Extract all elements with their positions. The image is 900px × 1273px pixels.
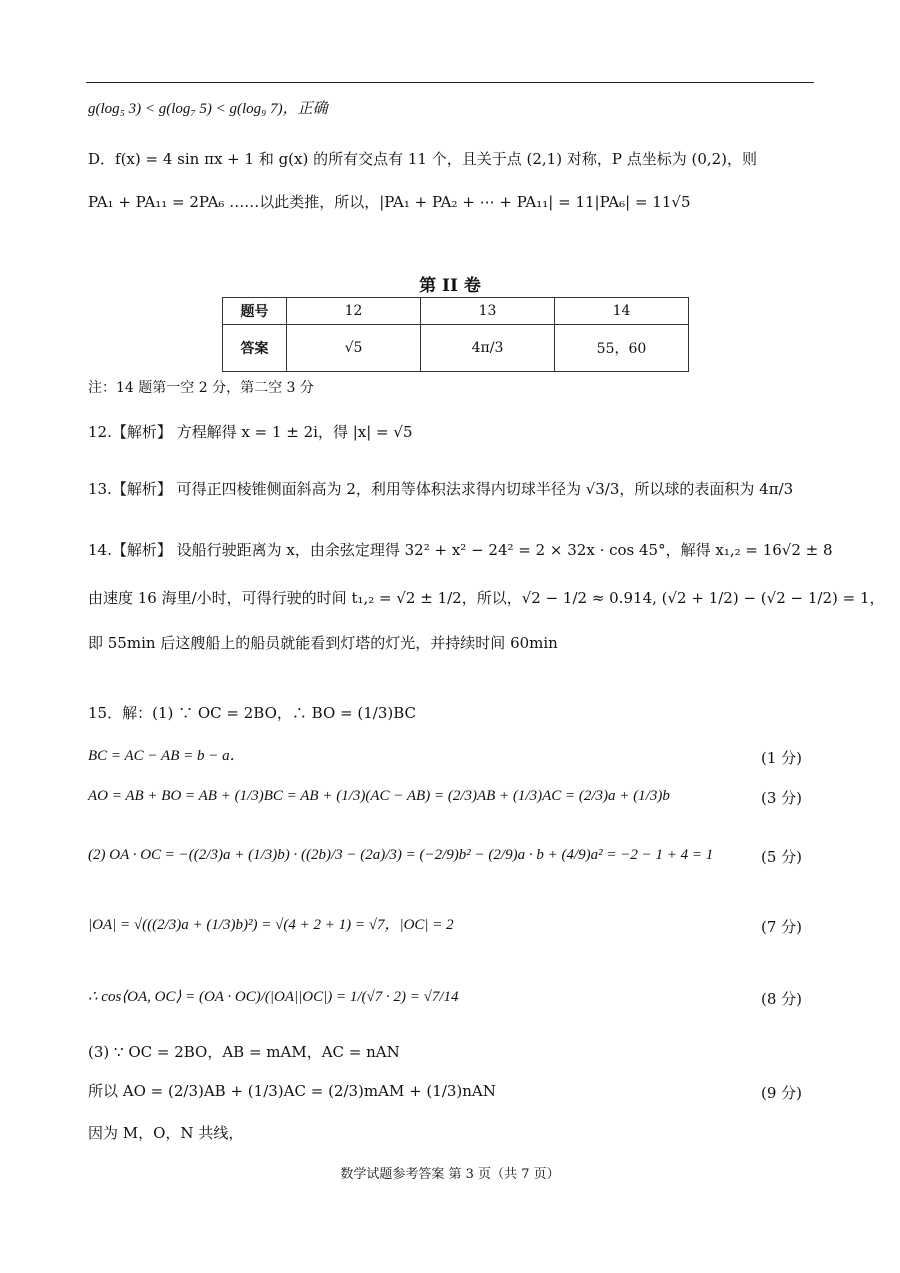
- q15-line-d: (2) OA · OC = −((2/3)a + (1/3)b) · ((2b)/3 − (2a)/3) = (−2/9)b² − (2/9)a · b + (4/9)a² = −2 − 1 + 4 = 1: [88, 847, 714, 863]
- solution-14-line1: 14.【解析】 设船行驶距离为 x，由余弦定理得 32² + x² − 24² = 2 × 32x · cos 45°，解得 x₁,₂ = 16√2 ± 8: [88, 541, 833, 559]
- vector-sum-line: PA₁ + PA₁₁ = 2PA₆ ……以此类推，所以，|PA₁ + PA₂ + ⋯ + PA₁₁| = 11|PA₆| = 11√5: [88, 193, 691, 211]
- score-label: (1 分): [760, 749, 802, 767]
- q15-line-b: BC = AC − AB = b − a．: [88, 748, 245, 764]
- solution-14-line2: 由速度 16 海里/小时，可得行驶的时间 t₁,₂ = √2 ± 1/2，所以，√2 − 1/2 ≈ 0.914, (√2 + 1/2) − (√2 − 1/2) = 1，: [88, 589, 885, 607]
- table-cell: 4π/3: [421, 325, 555, 372]
- q15-line-c: AO = AB + BO = AB + (1/3)BC = AB + (1/3)(AC − AB) = (2/3)AB + (1/3)AC = (2/3)a + (1/3)b: [88, 788, 670, 804]
- table-cell: √5: [287, 325, 421, 372]
- answer-table: [222, 297, 689, 372]
- log-inequality-line: g(log₅ 3) < g(log₇ 5) < g(log₉ 7)，正确: [88, 101, 328, 117]
- q15-line-f: ∴ cos⟨OA, OC⟩ = (OA · OC)/(|OA||OC|) = 1/(√7 · 2) = √7/14: [88, 989, 459, 1005]
- table-note: 注：14 题第一空 2 分，第二空 3 分: [88, 380, 314, 396]
- q15-line-e: |OA| = √(((2/3)a + (1/3)b)²) = √(4 + 2 + 1) = √7，|OC| = 2: [88, 917, 454, 933]
- table-cell: 答案: [223, 325, 287, 372]
- score-label: (3 分): [760, 789, 802, 807]
- solution-12: 12.【解析】 方程解得 x = 1 ± 2i，得 |x| = √5: [88, 423, 413, 441]
- table-cell: 12: [287, 298, 421, 325]
- table-cell: 14: [555, 298, 689, 325]
- score-label: (8 分): [760, 990, 802, 1008]
- solution-14-line3: 即 55min 后这艘船上的船员就能看到灯塔的灯光，并持续时间 60min: [88, 634, 558, 652]
- table-header-row: [223, 298, 689, 325]
- table-cell: 题号: [223, 298, 287, 325]
- page-footer: 数学试题参考答案 第 3 页（共 7 页）: [340, 1167, 560, 1182]
- score-label: (5 分): [760, 848, 802, 866]
- table-cell: 13: [421, 298, 555, 325]
- q15-line-h: 所以 AO = (2/3)AB + (1/3)AC = (2/3)mAM + (1/3)nAN: [88, 1082, 496, 1100]
- top-rule: [86, 82, 814, 83]
- q15-line-i: 因为 M，O，N 共线，: [88, 1124, 244, 1142]
- score-label: (7 分): [760, 918, 802, 936]
- section-title: 第 II 卷: [419, 276, 481, 296]
- table-cell: 55，60: [555, 325, 689, 372]
- table-answer-row: [223, 325, 689, 372]
- q15-line-g: (3) ∵ OC = 2BO，AB = mAM，AC = nAN: [88, 1043, 400, 1061]
- solution-13: 13.【解析】 可得正四棱锥侧面斜高为 2，利用等体积法求得内切球半径为 √3/3，所以球的表面积为 4π/3: [88, 480, 794, 498]
- q15-line-a: 15．解：(1) ∵ OC = 2BO，∴ BO = (1/3)BC: [88, 704, 416, 722]
- option-d-line: D．f(x) = 4 sin πx + 1 和 g(x) 的所有交点有 11 个，且关于点 (2,1) 对称，P 点坐标为 (0,2)，则: [88, 150, 758, 168]
- score-label: (9 分): [760, 1084, 802, 1102]
